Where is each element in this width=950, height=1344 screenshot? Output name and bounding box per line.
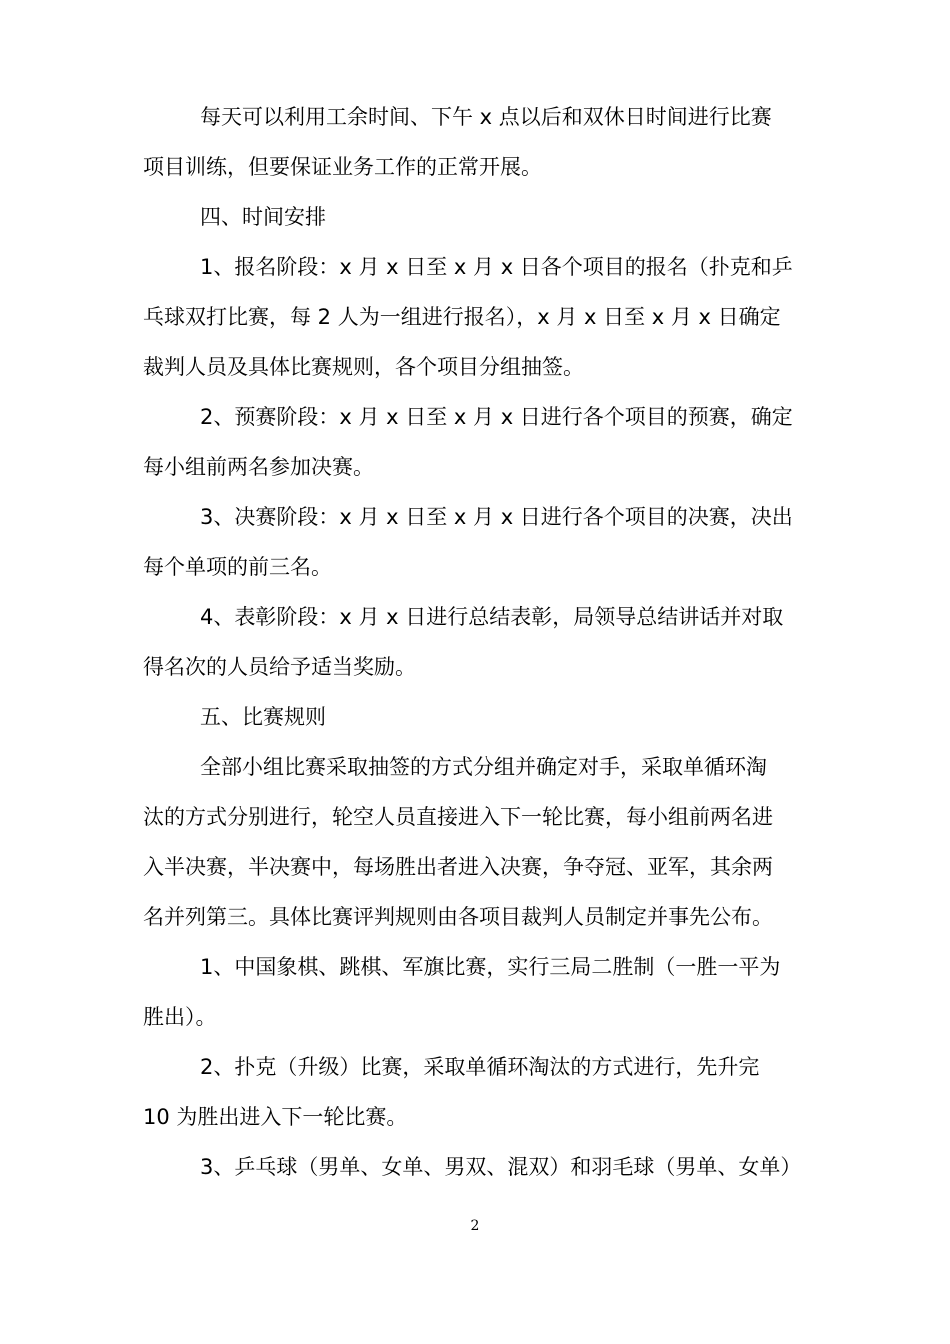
document-body [143,92,833,1192]
text-line: 裁判人员及具体比赛规则，各个项目分组抽签。 [143,355,584,379]
text-line: 五、比赛规则 [200,705,326,729]
text-line: 汰的方式分别进行，轮空人员直接进入下一轮比赛，每小组前两名进 [143,805,773,829]
text-line: 1、报名阶段：x 月 x 日至 x 月 x 日各个项目的报名（扑克和乒 [200,255,793,279]
page-number: 2 [470,1218,480,1234]
text-line: 每个单项的前三名。 [143,555,332,579]
text-line: 2、预赛阶段：x 月 x 日至 x 月 x 日进行各个项目的预赛，确定 [200,405,793,429]
text-line: 四、时间安排 [200,205,326,229]
text-line: 3、决赛阶段：x 月 x 日至 x 月 x 日进行各个项目的决赛，决出 [200,505,793,529]
text-line: 3、乒乓球（男单、女单、男双、混双）和羽毛球（男单、女单） [200,1155,802,1179]
text-line: 全部小组比赛采取抽签的方式分组并确定对手，采取单循环淘 [200,755,767,779]
text-line: 胜出）。 [143,1005,217,1029]
text-line: 入半决赛，半决赛中，每场胜出者进入决赛，争夺冠、亚军，其余两 [143,855,773,879]
text-line: 得名次的人员给予适当奖励。 [143,655,416,679]
text-line: 每天可以利用工余时间、下午 x 点以后和双休日时间进行比赛 [200,105,772,129]
text-line: 项目训练，但要保证业务工作的正常开展。 [143,155,542,179]
text-line: 10 为胜出进入下一轮比赛。 [143,1105,408,1129]
text-line: 1、中国象棋、跳棋、军旗比赛，实行三局二胜制（一胜一平为 [200,955,781,979]
text-line: 2、扑克（升级）比赛，采取单循环淘汰的方式进行，先升完 [200,1055,760,1079]
text-line: 名并列第三。具体比赛评判规则由各项目裁判人员制定并事先公布。 [143,905,773,929]
text-line: 4、表彰阶段：x 月 x 日进行总结表彰，局领导总结讲话并对取 [200,605,784,629]
text-line: 乓球双打比赛，每 2 人为一组进行报名），x 月 x 日至 x 月 x 日确定 [143,305,781,329]
text-line: 每小组前两名参加决赛。 [143,455,374,479]
